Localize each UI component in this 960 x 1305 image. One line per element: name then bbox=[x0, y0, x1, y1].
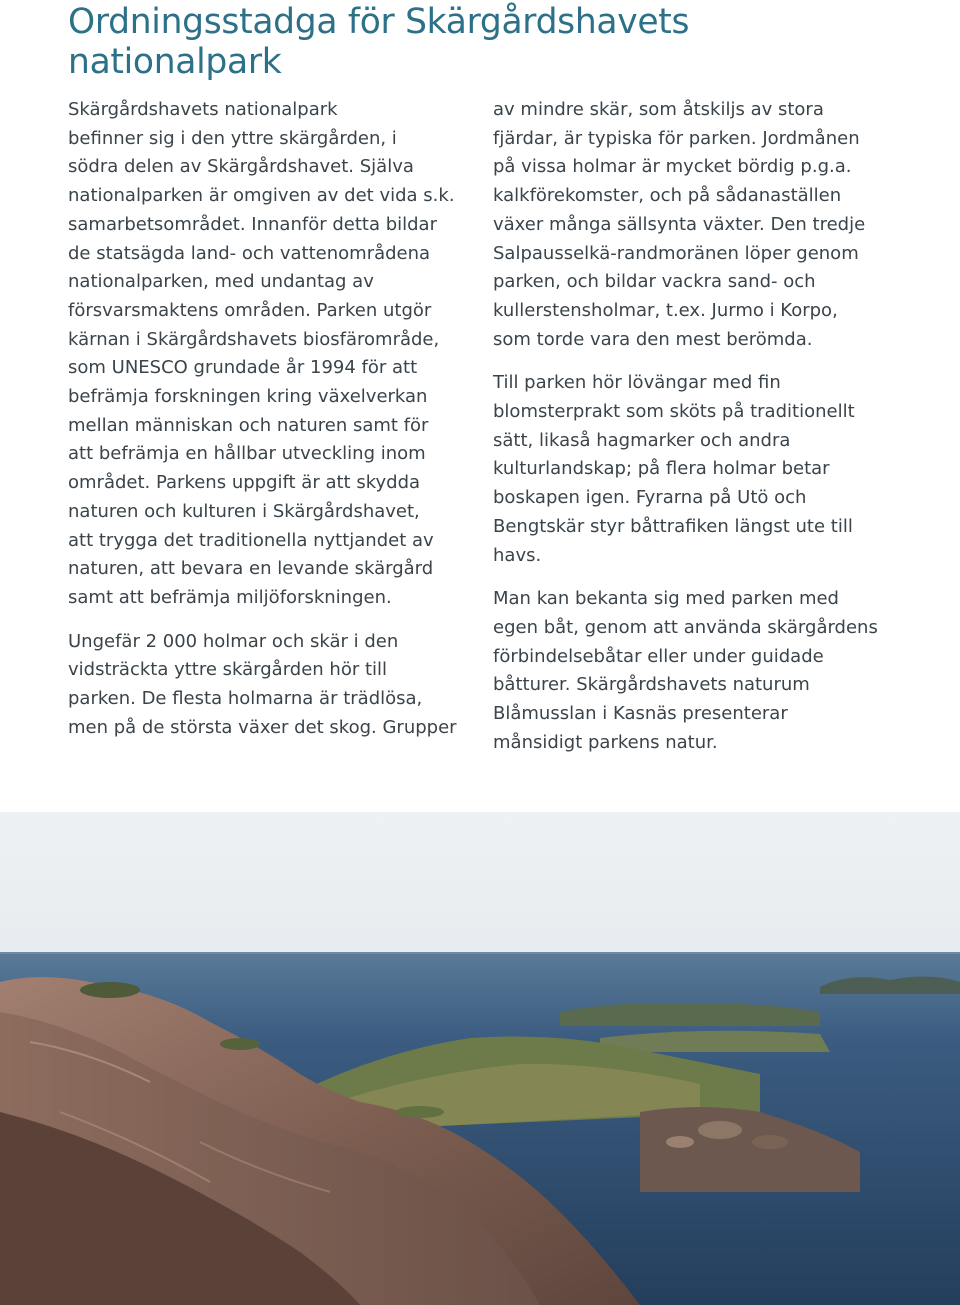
text-line: kullerstensholmar, t.ex. Jurmo i Korpo, bbox=[493, 299, 838, 321]
text-line: att trygga det traditionella nyttjandet av bbox=[68, 529, 434, 551]
paragraph bbox=[493, 369, 903, 570]
text-line: men på de största växer det skog. Grupper bbox=[68, 716, 457, 738]
text-line: Till parken hör lövängar med fin bbox=[493, 372, 781, 394]
text-line: Salpausselkä-randmoränen löper genom bbox=[493, 242, 859, 264]
text-line: de statsägda land- och vattenområdena bbox=[68, 242, 431, 264]
text-line: Ungefär 2 000 holmar och skär i den bbox=[68, 630, 399, 652]
text-line: nationalparken är omgiven av det vida s.k. bbox=[68, 185, 455, 207]
text-line: naturen, att bevara en levande skärgård bbox=[68, 558, 434, 580]
paragraph bbox=[68, 96, 478, 613]
text-line: Skärgårdshavets nationalpark bbox=[68, 99, 338, 120]
paragraph bbox=[493, 96, 903, 354]
text-line: kalkförekomster, och på sådanaställen bbox=[493, 185, 842, 207]
text-line: egen båt, genom att använda skärgårdens bbox=[493, 616, 878, 638]
text-line: på vissa holmar är mycket bördig p.g.a. bbox=[493, 156, 852, 178]
text-line: parken. De flesta holmarna är trädlösa, bbox=[68, 688, 423, 710]
text-line: Man kan bekanta sig med parken med bbox=[493, 588, 839, 610]
text-line: som UNESCO grundade år 1994 för att bbox=[68, 357, 418, 379]
text-line: samt att befrämja miljöforskningen. bbox=[68, 586, 392, 608]
archipelago-photo bbox=[0, 812, 960, 1305]
text-line: försvarsmaktens områden. Parken utgör bbox=[68, 299, 432, 321]
text-line: befinner sig i den yttre skärgården, i bbox=[68, 127, 397, 149]
text-line: båtturer. Skärgårdshavets naturum bbox=[493, 674, 810, 696]
archipelago-photo-illustration bbox=[0, 812, 960, 1305]
text-line: befrämja forskningen kring växelverkan bbox=[68, 386, 428, 408]
text-line: som torde vara den mest berömda. bbox=[493, 328, 813, 350]
text-line: fjärdar, är typiska för parken. Jordmånen bbox=[493, 127, 860, 149]
text-line: Bengtskär styr båttrafiken längst ute till bbox=[493, 515, 853, 537]
text-line: mellan människan och naturen samt för bbox=[68, 414, 429, 436]
text-line: havs. bbox=[493, 544, 542, 566]
text-line: södra delen av Skärgårdshavet. Själva bbox=[68, 156, 414, 178]
paragraph bbox=[68, 628, 478, 743]
title-line: nationalpark bbox=[68, 42, 282, 82]
text-line: sätt, likaså hagmarker och andra bbox=[493, 429, 791, 451]
paragraph bbox=[493, 585, 903, 757]
text-line: månsidigt parkens natur. bbox=[493, 731, 718, 753]
text-line: nationalparken, med undantag av bbox=[68, 271, 374, 293]
right-text-column bbox=[493, 96, 903, 772]
title-line: Ordningsstadga för Skärgårdshavets bbox=[68, 2, 690, 42]
text-line: förbindelsebåtar eller under guidade bbox=[493, 645, 824, 667]
text-line: av mindre skär, som åtskiljs av stora bbox=[493, 99, 824, 120]
left-text-column bbox=[68, 96, 478, 757]
text-line: kärnan i Skärgårdshavets biosfärområde, bbox=[68, 328, 440, 350]
text-line: växer många sällsynta växter. Den tredje bbox=[493, 213, 866, 235]
text-line: parken, och bildar vackra sand- och bbox=[493, 271, 816, 293]
text-line: kulturlandskap; på flera holmar betar bbox=[493, 458, 830, 480]
page-title bbox=[68, 2, 908, 82]
text-line: blomsterprakt som sköts på traditionellt bbox=[493, 401, 855, 423]
text-line: vidsträckta yttre skärgården hör till bbox=[68, 659, 388, 681]
text-line: Blåmusslan i Kasnäs presenterar bbox=[493, 703, 788, 725]
text-line: att befrämja en hållbar utveckling inom bbox=[68, 443, 426, 465]
text-line: naturen och kulturen i Skärgårdshavet, bbox=[68, 500, 420, 522]
text-line: boskapen igen. Fyrarna på Utö och bbox=[493, 487, 807, 509]
text-line: området. Parkens uppgift är att skydda bbox=[68, 472, 421, 494]
text-line: samarbetsområdet. Innanför detta bildar bbox=[68, 213, 437, 235]
